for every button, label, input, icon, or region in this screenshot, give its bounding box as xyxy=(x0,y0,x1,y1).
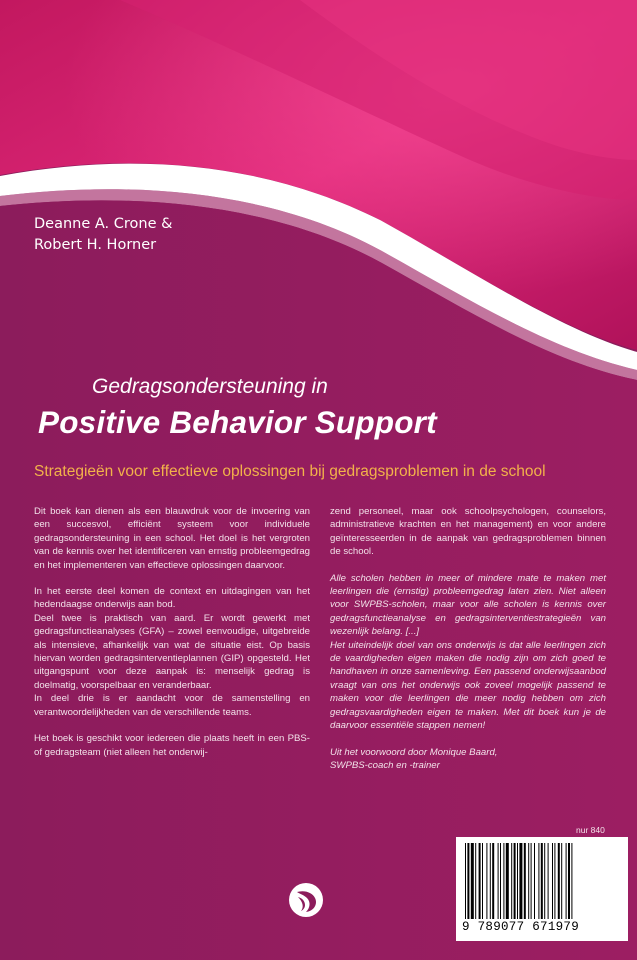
paragraph: In het eerste deel komen de context en uitdagingen van het hedendaagse onderwijs aan bod. xyxy=(34,586,310,611)
authors xyxy=(34,214,172,256)
book-subtitle: Gedragsondersteuning in xyxy=(92,375,328,398)
quote-attribution xyxy=(330,746,606,773)
attribution-line: Uit het voorwoord door Monique Baard, xyxy=(330,746,498,758)
author-1: Deanne A. Crone & xyxy=(34,216,173,232)
paragraph: Deel twee is praktisch van aard. Er wordt gewerkt met gedragsfunctieanalyses (GFA) – zowel eenvoudige, uitgebreide als intensieve, afhankelijk van wat de situatie eist. Op basis hiervan worden gedragsinterventieplannen (GIP) opgesteld. Het uitgangspunt voor deze aanpak is: menselijk gedrag is doelmatig, voorspelbaar en veranderbaar. xyxy=(34,612,310,691)
paragraph: In deel drie is er aandacht voor de samenstelling en verantwoordelijkheden van de verschillende teams. xyxy=(34,693,310,718)
quote-paragraph: Het uiteindelijk doel van ons onderwijs is dat alle leerlingen zich de vaardigheden eigen maken die nodig zijn om zich goed te handhaven in onze samenleving. Een passend onderwijsaanbod vraagt van ons het onderwijs ook zoveel mogelijk passend te maken voor die leerlingen die meer nodig hebben om zich gedragsvaardigheden eigen te maken. Met dit boek kun je de daarvoor essentiële stappen nemen! xyxy=(330,639,606,732)
author-2: Robert H. Horner xyxy=(34,237,157,253)
paragraph: zend personeel, maar ook schoolpsychologen, counselors, administratieve krachten en het management) en voor andere geïnteresseerden in de aanpak van gedragsproblemen binnen de school. xyxy=(330,506,606,558)
barcode-box xyxy=(456,837,628,941)
isbn-number: 9 789077 671979 xyxy=(462,920,580,934)
tagline: Strategieën voor effectieve oplossingen bij gedragsproblemen in de school xyxy=(34,463,546,480)
nur-code: nur 840 xyxy=(576,825,605,835)
body-column-left xyxy=(34,505,310,772)
attribution-line: SWPBS-coach en -trainer xyxy=(330,759,440,771)
barcode xyxy=(464,843,620,923)
paragraph: Dit boek kan dienen als een blauwdruk voor de invoering van een succesvol, efficiënt systeem voor individuele gedragsondersteuning in een school. Het doel is het vergroten van de kennis over het identificeren van ernstig probleemgedrag en het implementeren van effectieve oplossingen daarvoor. xyxy=(34,506,310,571)
paragraph: Het boek is geschikt voor iedereen die plaats heeft in een PBS- of gedragsteam (niet alleen het onderwij- xyxy=(34,733,310,758)
book-title: Positive Behavior Support xyxy=(38,404,437,440)
body-column-right xyxy=(330,505,606,785)
quote-paragraph: Alle scholen hebben in meer of mindere mate te maken met leerlingen die (ernstig) probleemgedrag laten zien. Niet alleen voor SWPBS-scholen, maar voor alle scholen is kennis over gedragsfunctieanalyse en gedragsinterventiestrategieën van wezenlijk belang. [...] xyxy=(330,572,606,638)
publisher-logo-icon xyxy=(288,882,324,918)
